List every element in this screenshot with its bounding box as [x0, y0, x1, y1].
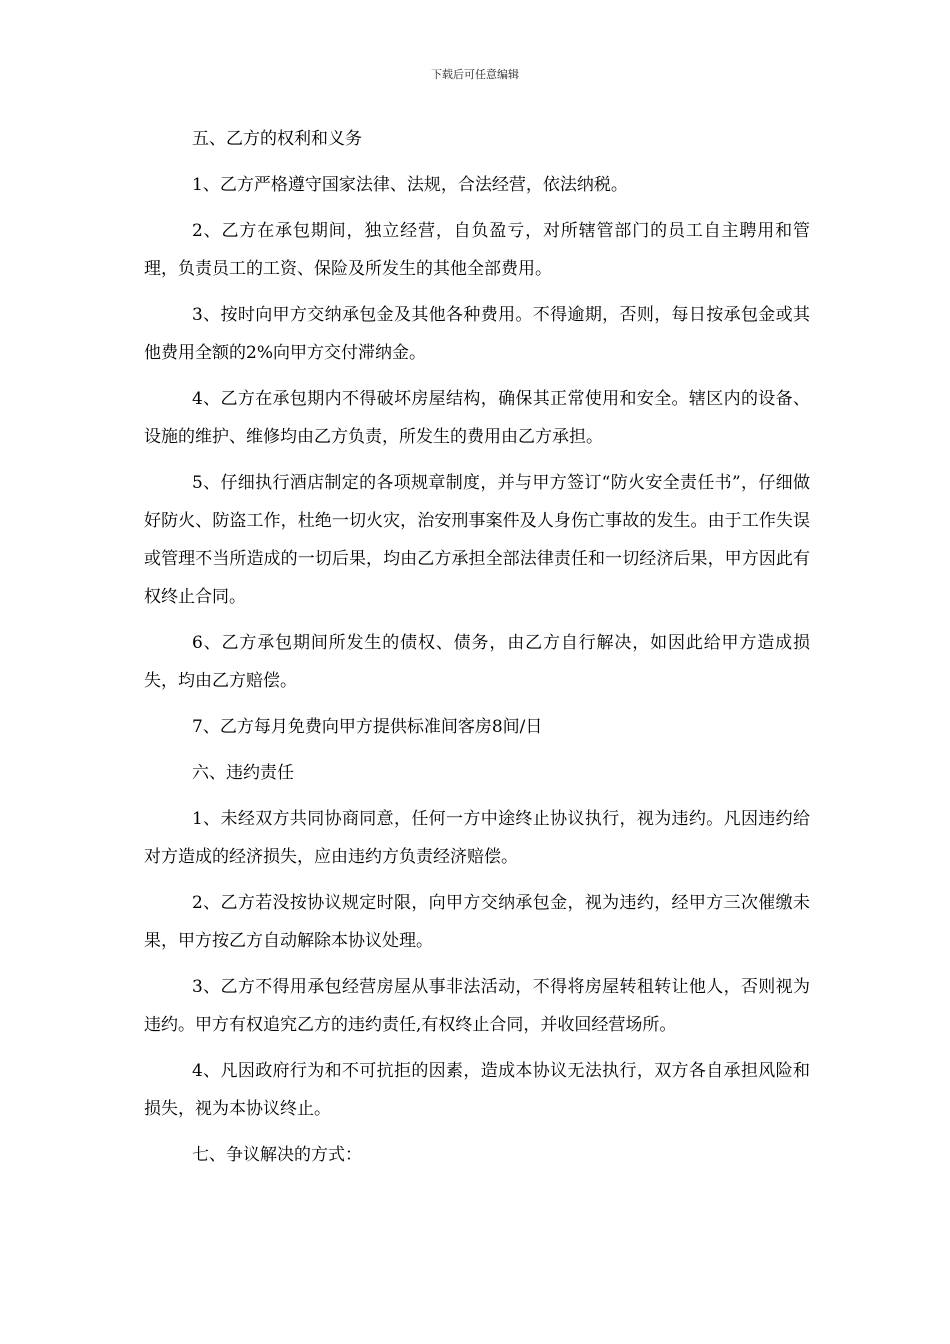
paragraph-5-5: 5、仔细执行酒店制定的各项规章制度，并与甲方签订“防火安全责任书”，仔细做好防火、防盗工作，杜绝一切火灾，治安刑事案件及人身伤亡事故的发生。由于工作失误或管理不当所造成的一切后果，均由乙方承担全部法律责任和一切经济后果，甲方因此有权终止合同。 [144, 473, 810, 607]
paragraph-5-7: 7、乙方每月免费向甲方提供标准间客房8间/日 [192, 717, 543, 737]
paragraph-5-2: 2、乙方在承包期间，独立经营，自负盈亏，对所辖管部门的员工自主聘用和管理，负责员工的工资、保险及所发生的其他全部费用。 [144, 221, 810, 279]
paragraph-6-2: 2、乙方若没按协议规定时限，向甲方交纳承包金，视为违约，经甲方三次催缴未果，甲方按乙方自动解除本协议处理。 [144, 893, 810, 951]
page-header: 下载后可任意编辑 [431, 68, 519, 81]
section-heading-6: 六、违约责任 [192, 763, 294, 783]
paragraph-6-1: 1、未经双方共同协商同意，任何一方中途终止协议执行，视为违约。凡因违约给对方造成的经济损失，应由违约方负责经济赔偿。 [144, 809, 810, 867]
section-heading-5: 五、乙方的权利和义务 [192, 129, 362, 149]
paragraph-6-4: 4、凡因政府行为和不可抗拒的因素，造成本协议无法执行，双方各自承担风险和损失，视为本协议终止。 [144, 1061, 810, 1119]
document-body [144, 120, 810, 1182]
paragraph-5-1: 1、乙方严格遵守国家法律、法规，合法经营，依法纳税。 [192, 175, 628, 195]
paragraph-5-4: 4、乙方在承包期内不得破坏房屋结构，确保其正常使用和安全。辖区内的设备、设施的维护、维修均由乙方负责，所发生的费用由乙方承担。 [144, 389, 810, 447]
paragraph-5-3: 3、按时向甲方交纳承包金及其他各种费用。不得逾期，否则，每日按承包金或其他费用全额的2%向甲方交付滞纳金。 [144, 305, 810, 363]
paragraph-5-6: 6、乙方承包期间所发生的债权、债务，由乙方自行解决，如因此给甲方造成损失，均由乙方赔偿。 [144, 633, 810, 691]
section-heading-7: 七、争议解决的方式： [192, 1145, 362, 1165]
paragraph-6-3: 3、乙方不得用承包经营房屋从事非法活动，不得将房屋转租转让他人，否则视为违约。甲方有权追究乙方的违约责任,有权终止合同，并收回经营场所。 [144, 977, 810, 1035]
